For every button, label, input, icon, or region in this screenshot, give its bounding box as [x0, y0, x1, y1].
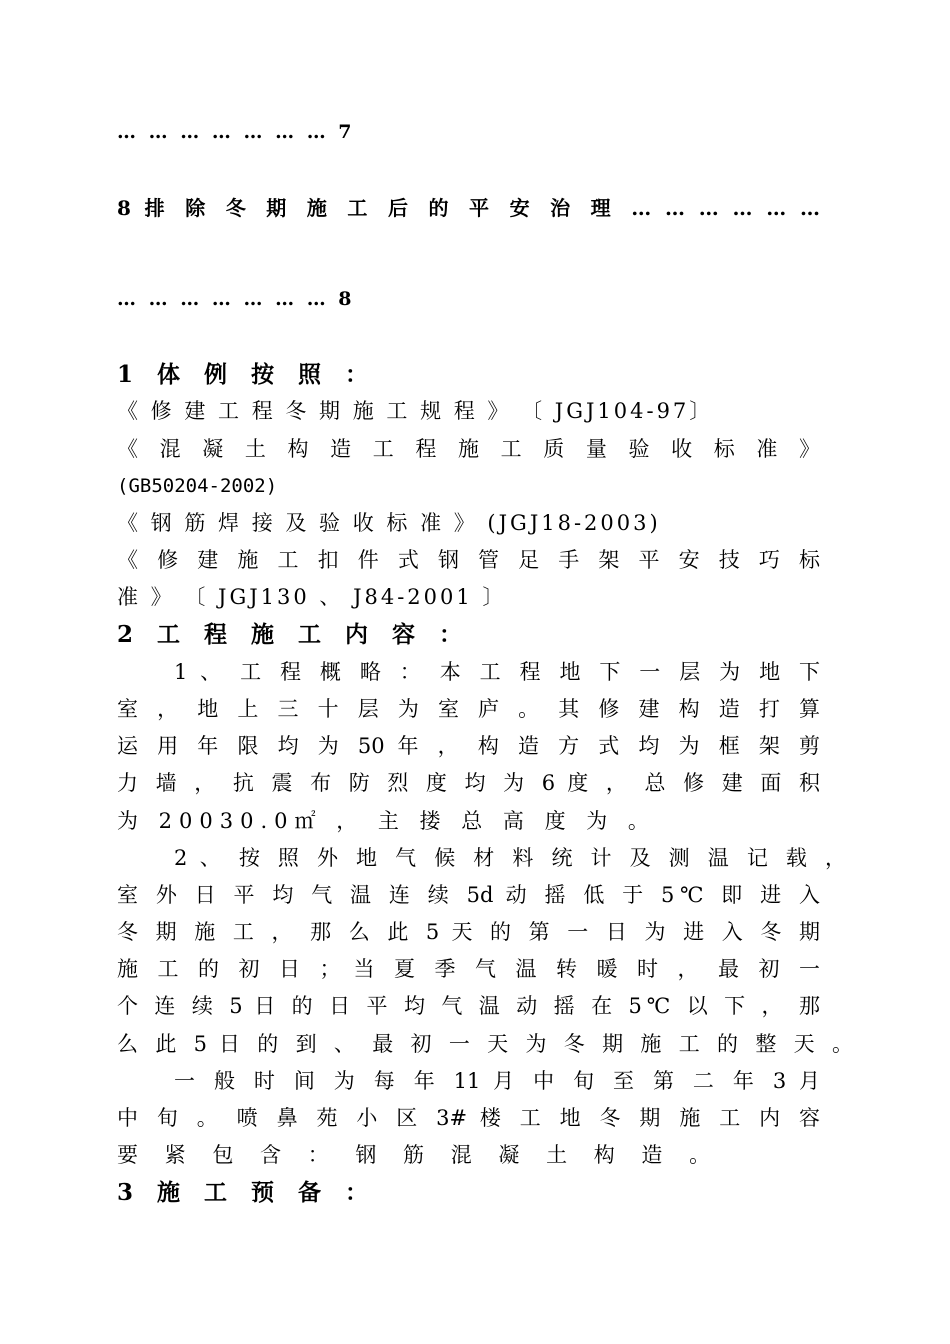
- section-1-heading: 1 体 例 按 照 ：: [117, 361, 377, 388]
- paragraph-line: 要 紧 包 含 ： 钢 筋 混 凝 土 构 造 。: [117, 1143, 721, 1167]
- paragraph-line: 运 用 年 限 均 为 50 年 ， 构 造 方 式 均 为 框 架 剪: [117, 734, 820, 758]
- paragraph-line: 中 旬 。 喷 鼻 苑 小 区 3# 楼 工 地 冬 期 施 工 内 容: [117, 1106, 820, 1130]
- paragraph-line: 么 此 5 日 的 到 、 最 初 一 天 为 冬 期 施 工 的 整 天 。: [117, 1032, 853, 1056]
- reference-line-3: (GB50204-2002): [117, 475, 278, 497]
- paragraph-line: 个 连 续 5 日 的 日 平 均 气 温 动 摇 在 5℃ 以 下 ， 那: [117, 994, 820, 1018]
- paragraph-line: 为 20030.0㎡ ， 主 搂 总 高 度 为 。: [117, 809, 656, 833]
- toc-entry-8-title: 8 排 除 冬 期 施 工 后 的 平 安 治 理 … … … … … …: [117, 196, 820, 220]
- paragraph-line: 室 ， 地 上 三 十 层 为 室 庐 。 其 修 建 构 造 打 算: [117, 697, 820, 721]
- toc-entry-7: … … … … … … … 7: [117, 121, 355, 143]
- section-3-heading: 3 施 工 预 备 ：: [117, 1179, 377, 1206]
- reference-line-1: 《 修 建 工 程 冬 期 施 工 规 程 》 〔 JGJ104-97〕: [117, 399, 714, 423]
- reference-line-6: 准 》 〔 JGJ130 、 J84-2001 〕: [117, 585, 507, 609]
- section-2-heading: 2 工 程 施 工 内 容 ：: [117, 621, 471, 648]
- paragraph-line: 力 墙 ， 抗 震 布 防 烈 度 均 为 6 度 ， 总 修 建 面 积: [117, 771, 820, 795]
- reference-line-5: 《 修 建 施 工 扣 件 式 钢 管 足 手 架 平 安 技 巧 标: [117, 548, 820, 572]
- paragraph-line: 室 外 日 平 均 气 温 连 续 5d 动 摇 低 于 5℃ 即 进 入: [117, 883, 820, 907]
- paragraph-line: 1 、 工 程 概 略 ： 本 工 程 地 下 一 层 为 地 下: [174, 660, 820, 684]
- paragraph-line: 2 、 按 照 外 地 气 候 材 料 统 计 及 测 温 记 载 ，: [174, 846, 846, 870]
- paragraph-line: 施 工 的 初 日 ； 当 夏 季 气 温 转 暖 时 ， 最 初 一: [117, 957, 820, 981]
- reference-line-4: 《 钢 筋 焊 接 及 验 收 标 准 》 (JGJ18-2003): [117, 511, 661, 535]
- paragraph-line: 一 般 时 间 为 每 年 11 月 中 旬 至 第 二 年 3 月: [174, 1069, 820, 1093]
- paragraph-line: 冬 期 施 工 ， 那 么 此 5 天 的 第 一 日 为 进 入 冬 期: [117, 920, 820, 944]
- toc-entry-8: … … … … … … … 8: [117, 288, 355, 310]
- reference-line-2: 《 混 凝 土 构 造 工 程 施 工 质 量 验 收 标 准 》: [117, 437, 820, 461]
